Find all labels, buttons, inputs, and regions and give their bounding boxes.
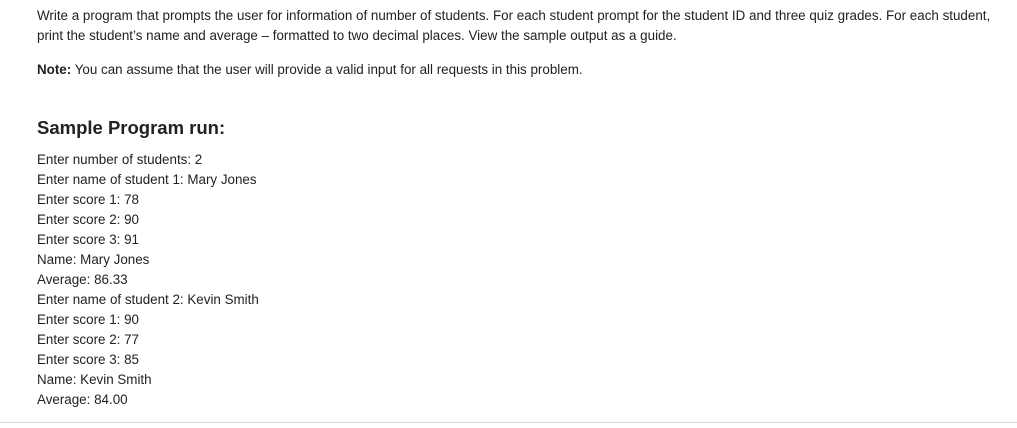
sample-line: Enter number of students: 2 [37,152,203,167]
sample-line: Average: 84.00 [37,392,128,407]
sample-line: Enter score 3: 91 [37,232,139,247]
problem-description: Write a program that prompts the user for information of number of students. For each student prompt for the student ID and three quiz grades. For each student, print the student’s name and average – formatted to two decimal places. View the sample output as a guide. [37,8,991,43]
sample-line: Average: 86.33 [37,272,128,287]
sample-line: Enter score 3: 85 [37,352,139,367]
sample-line: Enter name of student 1: Mary Jones [37,172,257,187]
problem-note [37,60,997,80]
sample-run-output [37,150,259,410]
sample-line: Enter score 1: 78 [37,192,139,207]
sample-line: Name: Mary Jones [37,252,150,267]
sample-line: Name: Kevin Smith [37,372,152,387]
sample-line: Enter score 2: 90 [37,212,139,227]
sample-line: Enter score 2: 77 [37,332,139,347]
sample-line: Enter name of student 2: Kevin Smith [37,292,259,307]
sample-line: Enter score 1: 90 [37,312,139,327]
sample-run-heading: Sample Program run: [37,117,226,138]
note-text: You can assume that the user will provide a valid input for all requests in this problem. [71,62,583,77]
bottom-divider [0,422,1017,423]
note-label: Note: [37,62,72,77]
